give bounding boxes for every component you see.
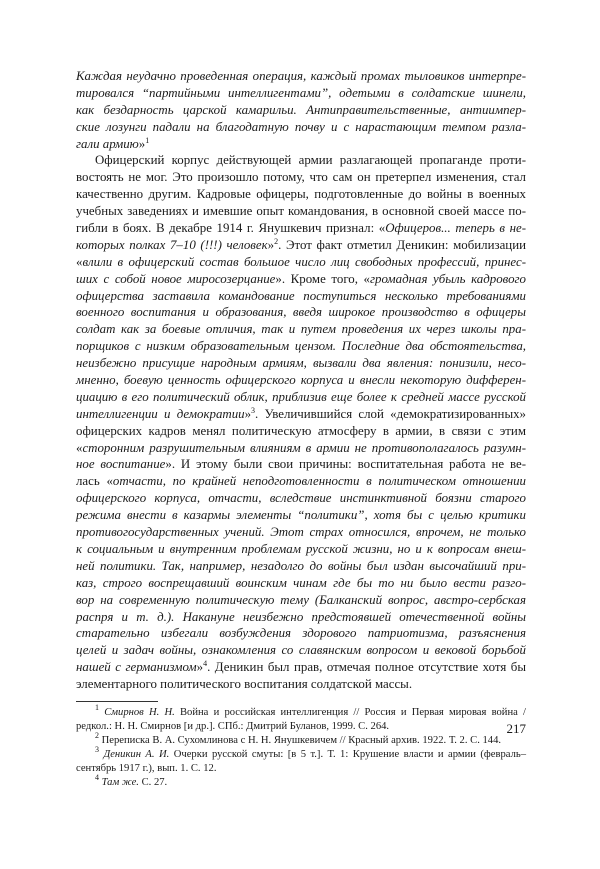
text-span: элементарного политического воспитания солдатской массы. bbox=[76, 677, 413, 692]
italic-span: целей и задач войны, ознакомления со славянским вопросом и вековой борьбой bbox=[76, 643, 526, 658]
text-line bbox=[76, 558, 526, 575]
text-span: гибли в боях. В декабре 1914 г. Янушкевич признал: « bbox=[76, 221, 386, 236]
main-text bbox=[76, 68, 526, 693]
text-line bbox=[76, 203, 526, 220]
text-line bbox=[76, 625, 526, 642]
text-span: Переписка В. А. Сухомлинова с Н. Н. Янушкевичем // Красный архив. 1922. Т. 2. С. 144. bbox=[99, 734, 502, 746]
text-span: » bbox=[267, 237, 275, 252]
text-span: » bbox=[138, 136, 146, 151]
text-span: ». И этому были свои причины: воспитательная работа не ве- bbox=[165, 457, 526, 472]
footnote-line bbox=[76, 762, 526, 776]
text-span: « bbox=[76, 440, 83, 455]
text-span: сентябрь 1917 г.), вып. 1. С. 12. bbox=[76, 762, 217, 774]
italic-span: старательно избегали возбуждения здорового патриотизма, разъяснения bbox=[76, 626, 526, 641]
italic-span: офицерского корпуса, отчасти, вследствие инстинктивной боязни старого bbox=[76, 491, 526, 506]
text-line bbox=[76, 524, 526, 541]
italic-span: офицерства заставила командование поступиться несколько требованиями bbox=[76, 288, 526, 303]
text-line bbox=[76, 136, 526, 153]
text-line bbox=[76, 609, 526, 626]
italic-span: тировался “партийными интеллигентами”, одетыми в солдатские шинели, bbox=[76, 85, 526, 100]
italic-span: Смирнов Н. Н. bbox=[104, 706, 175, 718]
text-line bbox=[76, 541, 526, 558]
text-line bbox=[76, 406, 526, 423]
text-span: Очерки русской смуты: [в 5 т.]. Т. 1: Крушение власти и армии (февраль– bbox=[169, 748, 526, 760]
italic-span: отчасти, по крайней неподготовленности в политическом отношении bbox=[112, 474, 526, 489]
italic-span: ней политики. Так, например, незадолго до войны был издан высочайший при- bbox=[76, 558, 526, 573]
text-span: . Деникин был прав, отмечая полное отсутствие хотя бы bbox=[207, 660, 527, 675]
italic-span: каз, строго воспрещавший воинским чинам где бы то ни было вести разго- bbox=[76, 575, 526, 590]
italic-span: нашей с германизмом bbox=[76, 660, 197, 675]
text-line bbox=[76, 304, 526, 321]
italic-span: Каждая неудачно проведенная операция, каждый промах тыловиков интерпре- bbox=[76, 69, 526, 83]
italic-span: влили в офицерский состав большое число лиц свободных профессий, принес- bbox=[82, 254, 526, 269]
italic-span: вор на современную политическую тему (Балканский вопрос, австро-сербская bbox=[76, 592, 526, 607]
text-line bbox=[76, 575, 526, 592]
italic-span: сторонним разрушительным влияниям в армии не противополагалось разумн- bbox=[82, 440, 526, 455]
text-line bbox=[76, 642, 526, 659]
text-span: . Этот факт отметил Деникин: мобилизации bbox=[278, 237, 526, 252]
text-span: . Увеличившийся слой «демократизированных» bbox=[255, 406, 526, 421]
footnote-line bbox=[76, 744, 526, 762]
italic-span: Деникин А. И. bbox=[103, 748, 170, 760]
footnote-ref: 4 bbox=[95, 772, 99, 782]
italic-span: мненно, боевую ценность офицерского корпуса и внесли некоторую дифферен- bbox=[76, 373, 526, 388]
text-line bbox=[76, 490, 526, 507]
text-line bbox=[76, 119, 526, 136]
text-span: востоять не мог. Это произошло потому, что сам он претерпел изменения, стал bbox=[76, 170, 526, 185]
italic-span: распря и т. д.). Накануне неизбежно предстоявшей отечественной войны bbox=[76, 609, 526, 624]
text-span: редкол.: Н. Н. Смирнов [и др.]. СПб.: Дмитрий Буланов, 1999. С. 264. bbox=[76, 720, 390, 732]
italic-span: порщиков с низким образовательным цензом. Последние два обстоятельства, bbox=[76, 339, 526, 354]
text-line bbox=[76, 254, 526, 271]
italic-span: ное воспитание bbox=[76, 457, 166, 472]
text-line bbox=[76, 102, 526, 119]
text-line bbox=[76, 220, 526, 237]
text-line bbox=[76, 440, 526, 457]
italic-span: гали армию bbox=[76, 136, 139, 151]
italic-span: которых полках 7–10 (!!!) человек bbox=[76, 237, 268, 252]
footnotes bbox=[76, 702, 526, 790]
italic-span: громадная убыль кадрового bbox=[370, 271, 526, 286]
italic-span: солдат как за боевые отличия, так и путем проведения их через школы пра- bbox=[76, 322, 526, 337]
text-line bbox=[76, 321, 526, 338]
italic-span: ших с собой новое миросозерцание bbox=[76, 271, 276, 286]
italic-span: интеллигенции и демократии bbox=[76, 406, 245, 421]
italic-span: как бездарность царской камарильи. Антиправительственные, антиимпер- bbox=[76, 102, 526, 117]
italic-span: Там же. bbox=[101, 776, 139, 788]
text-span: » bbox=[244, 406, 252, 421]
page-number: 217 bbox=[506, 721, 526, 736]
footnote-line bbox=[76, 772, 526, 790]
text-line bbox=[76, 68, 526, 85]
footnote-ref: 1 bbox=[145, 135, 150, 145]
text-span: Офицерский корпус действующей армии разлагающей пропаганде проти- bbox=[95, 153, 526, 168]
text-line bbox=[76, 169, 526, 186]
text-line bbox=[76, 271, 526, 288]
italic-span: Офицеров... теперь в не- bbox=[385, 221, 526, 236]
text-line bbox=[76, 659, 526, 676]
text-line bbox=[76, 237, 526, 254]
text-line bbox=[76, 389, 526, 406]
italic-span: циацию в его политический облик, приблизив еще более к средней массе русской bbox=[76, 389, 526, 404]
text-line bbox=[76, 423, 526, 440]
footnote-ref: 2 bbox=[274, 236, 279, 246]
text-span: С. 27. bbox=[138, 776, 168, 788]
footnote-ref: 3 bbox=[251, 405, 256, 415]
text-span: » bbox=[196, 660, 204, 675]
footnote-ref: 1 bbox=[95, 702, 99, 712]
text-line bbox=[76, 473, 526, 490]
text-line bbox=[76, 355, 526, 372]
italic-span: неизбежно присущие народным армиям, вызвали два явления: понизили, несо- bbox=[76, 356, 526, 371]
footnote-ref: 4 bbox=[203, 659, 208, 669]
italic-span: к социальным и внутренним проблемам русской жизни, но и к вопросам внеш- bbox=[76, 541, 526, 556]
text-line bbox=[76, 592, 526, 609]
footnote-ref: 2 bbox=[95, 730, 99, 740]
footnote-line bbox=[76, 702, 526, 720]
page-body bbox=[76, 68, 526, 790]
text-span: ». Кроме того, « bbox=[275, 271, 370, 286]
text-line bbox=[76, 288, 526, 305]
text-span: « bbox=[76, 254, 83, 269]
footnote-divider bbox=[76, 701, 158, 702]
text-line bbox=[76, 152, 526, 169]
text-line bbox=[76, 676, 526, 693]
text-line bbox=[76, 186, 526, 203]
text-span: Война и российская интеллигенция // Россия и Первая мировая война / bbox=[174, 706, 526, 718]
italic-span: противогосударственных учений. Этот страх относился, впрочем, не только bbox=[76, 525, 526, 540]
text-line bbox=[76, 372, 526, 389]
text-span: лась « bbox=[76, 474, 113, 489]
italic-span: военного воспитания и образования, введя широкое производство в офицеры bbox=[76, 305, 526, 320]
italic-span: ские лозунги падали на благодатную почву и с нарастающим темпом разла- bbox=[76, 119, 526, 134]
text-line bbox=[76, 507, 526, 524]
text-span: офицерских кадров менял политическую атмосферу в армии, в связи с этим bbox=[76, 423, 526, 438]
text-line bbox=[76, 85, 526, 102]
footnote-ref: 3 bbox=[95, 744, 99, 754]
text-span: качественно другим. Кадровые офицеры, подготовленные до войны в военных bbox=[76, 187, 526, 202]
italic-span: режима внести в казармы элементы “политики”, хотя бы с целью критики bbox=[76, 508, 526, 523]
text-line bbox=[76, 338, 526, 355]
text-line bbox=[76, 456, 526, 473]
text-span: учебных заведениях и имевшие опыт командования, в основной своей массе по- bbox=[76, 204, 526, 219]
